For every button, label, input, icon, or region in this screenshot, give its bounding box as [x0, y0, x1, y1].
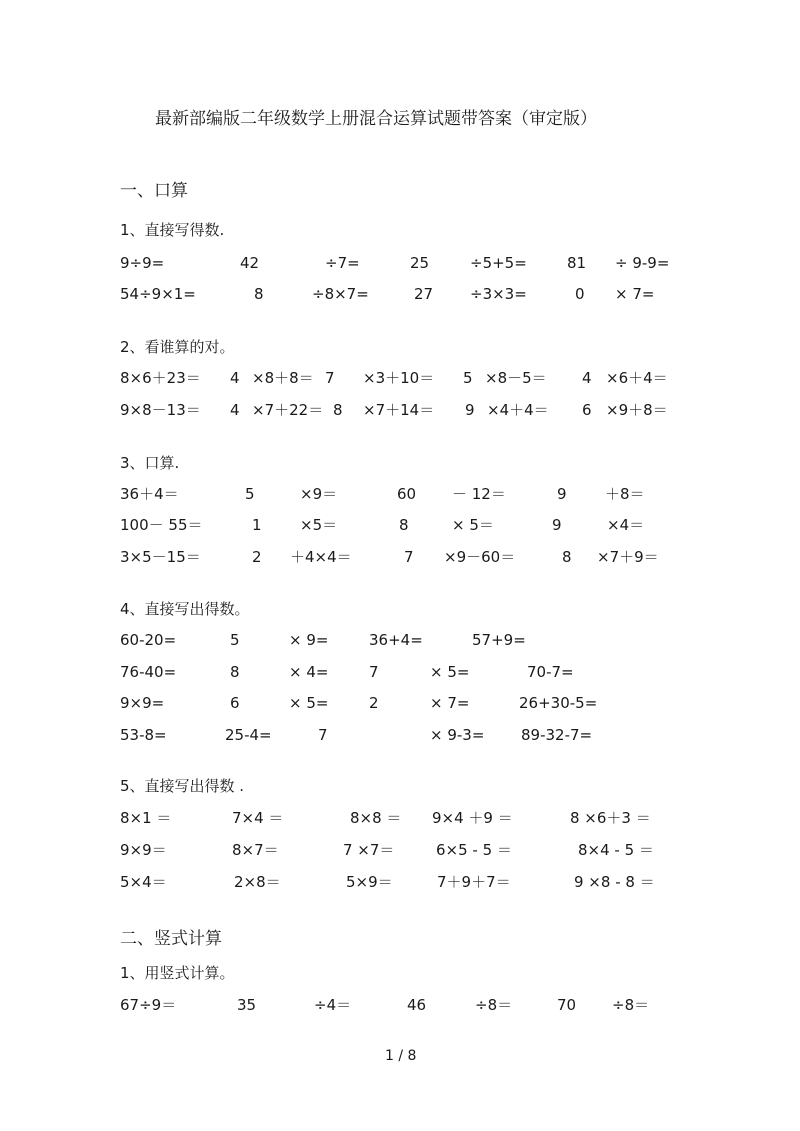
- math-item: 81: [567, 254, 587, 272]
- math-item: 60: [397, 485, 417, 503]
- math-item: 8×4 - 5 ＝: [578, 841, 654, 859]
- math-item: 26+30-5=: [519, 694, 598, 712]
- math-item: 5×4＝: [120, 873, 167, 891]
- math-item: ÷8＝: [475, 996, 513, 1014]
- math-item: 8: [230, 663, 240, 681]
- math-item: ×7＋22＝: [252, 401, 324, 419]
- math-item: － 12＝: [452, 485, 506, 503]
- math-item: ×9＋8＝: [606, 401, 668, 419]
- question-label-5: 5、直接写出得数 .: [120, 777, 245, 795]
- math-item: ×7＋9＝: [597, 548, 659, 566]
- math-item: 7×4 ＝: [232, 809, 284, 827]
- math-item: 7: [369, 663, 379, 681]
- question-label-6: 1、用竖式计算。: [120, 964, 235, 982]
- math-item: ×9－60＝: [444, 548, 516, 566]
- math-item: 7 ×7＝: [343, 841, 395, 859]
- math-item: 8×1 ＝: [120, 809, 172, 827]
- math-item: 27: [414, 285, 434, 303]
- math-item: 5: [230, 631, 240, 649]
- question-label-4: 4、直接写出得数。: [120, 600, 250, 618]
- math-item: 4: [230, 401, 240, 419]
- math-item: × 7=: [615, 285, 655, 303]
- question-label-2: 2、看谁算的对。: [120, 338, 235, 356]
- math-item: 36＋4＝: [120, 485, 179, 503]
- math-item: ＋8＝: [605, 485, 645, 503]
- math-item: 2: [369, 694, 379, 712]
- math-item: 57+9=: [472, 631, 526, 649]
- math-item: 8×7＝: [232, 841, 279, 859]
- math-item: 9×9=: [120, 694, 165, 712]
- math-item: ÷3×3=: [470, 285, 527, 303]
- math-item: 3×5－15＝: [120, 548, 201, 566]
- math-item: 54÷9×1=: [120, 285, 196, 303]
- math-item: 25: [410, 254, 430, 272]
- math-item: 5: [463, 369, 473, 387]
- math-item: ×8＋8＝: [252, 369, 314, 387]
- math-item: 9 ×8 - 8 ＝: [574, 873, 655, 891]
- math-item: ÷8×7=: [312, 285, 369, 303]
- math-item: 2×8＝: [234, 873, 281, 891]
- math-item: 100－ 55＝: [120, 516, 203, 534]
- math-item: ×8－5＝: [485, 369, 547, 387]
- math-item: ÷7=: [325, 254, 360, 272]
- math-item: 9×8－13＝: [120, 401, 201, 419]
- math-item: 1: [252, 516, 262, 534]
- math-item: ×5＝: [300, 516, 338, 534]
- math-item: 4: [582, 369, 592, 387]
- math-item: 9: [552, 516, 562, 534]
- math-item: ×4＝: [607, 516, 645, 534]
- math-item: 7: [404, 548, 414, 566]
- math-item: 8×8 ＝: [350, 809, 402, 827]
- math-item: 9×4 ＋9 ＝: [432, 809, 513, 827]
- math-item: 53-8=: [120, 726, 167, 744]
- math-item: ÷5+5=: [470, 254, 527, 272]
- math-item: ÷8＝: [612, 996, 650, 1014]
- math-item: 36+4=: [369, 631, 423, 649]
- question-label-3: 3、口算.: [120, 454, 180, 472]
- math-item: 8: [562, 548, 572, 566]
- math-item: 8: [254, 285, 264, 303]
- math-item: 0: [575, 285, 585, 303]
- math-item: 46: [407, 996, 427, 1014]
- math-item: 4: [230, 369, 240, 387]
- math-item: 5×9＝: [346, 873, 393, 891]
- math-item: 76-40=: [120, 663, 177, 681]
- math-item: × 9-3=: [430, 726, 485, 744]
- section-heading-oral: 一、口算: [120, 181, 188, 201]
- math-item: ×4＋4＝: [487, 401, 549, 419]
- math-item: × 9=: [289, 631, 329, 649]
- math-item: ×7＋14＝: [363, 401, 435, 419]
- math-item: 9÷9=: [120, 254, 165, 272]
- page-number: 1 / 8: [385, 1048, 417, 1064]
- math-item: 8: [333, 401, 343, 419]
- page-title: 最新部编版二年级数学上册混合运算试题带答案（审定版）: [155, 109, 597, 129]
- math-item: ×9＝: [300, 485, 338, 503]
- math-item: × 7=: [430, 694, 470, 712]
- math-item: ×3＋10＝: [363, 369, 435, 387]
- math-item: 42: [240, 254, 260, 272]
- math-item: ＋4×4＝: [290, 548, 352, 566]
- math-item: 8×6＋23＝: [120, 369, 201, 387]
- math-item: 7: [318, 726, 328, 744]
- math-item: 9×9＝: [120, 841, 167, 859]
- math-item: ×6＋4＝: [606, 369, 668, 387]
- math-item: ÷ 9-9=: [615, 254, 670, 272]
- math-item: 7: [325, 369, 335, 387]
- math-item: 70: [557, 996, 577, 1014]
- section-heading-vertical: 二、竖式计算: [120, 929, 222, 949]
- math-item: × 5=: [289, 694, 329, 712]
- math-item: × 5＝: [452, 516, 494, 534]
- question-label-1: 1、直接写得数.: [120, 221, 225, 239]
- math-item: 5: [245, 485, 255, 503]
- math-item: 8 ×6＋3 ＝: [570, 809, 651, 827]
- math-item: 7＋9＋7＝: [437, 873, 511, 891]
- math-item: 8: [399, 516, 409, 534]
- math-item: 70-7=: [527, 663, 574, 681]
- math-item: 9: [465, 401, 475, 419]
- math-item: 6: [230, 694, 240, 712]
- math-item: 2: [252, 548, 262, 566]
- math-item: 67÷9＝: [120, 996, 177, 1014]
- math-item: 6: [582, 401, 592, 419]
- math-item: 25-4=: [225, 726, 272, 744]
- math-item: × 4=: [289, 663, 329, 681]
- math-item: 6×5 - 5 ＝: [436, 841, 512, 859]
- math-item: 9: [557, 485, 567, 503]
- math-item: 60-20=: [120, 631, 177, 649]
- math-item: × 5=: [430, 663, 470, 681]
- math-item: 35: [237, 996, 257, 1014]
- math-item: 89-32-7=: [521, 726, 593, 744]
- math-item: ÷4＝: [314, 996, 352, 1014]
